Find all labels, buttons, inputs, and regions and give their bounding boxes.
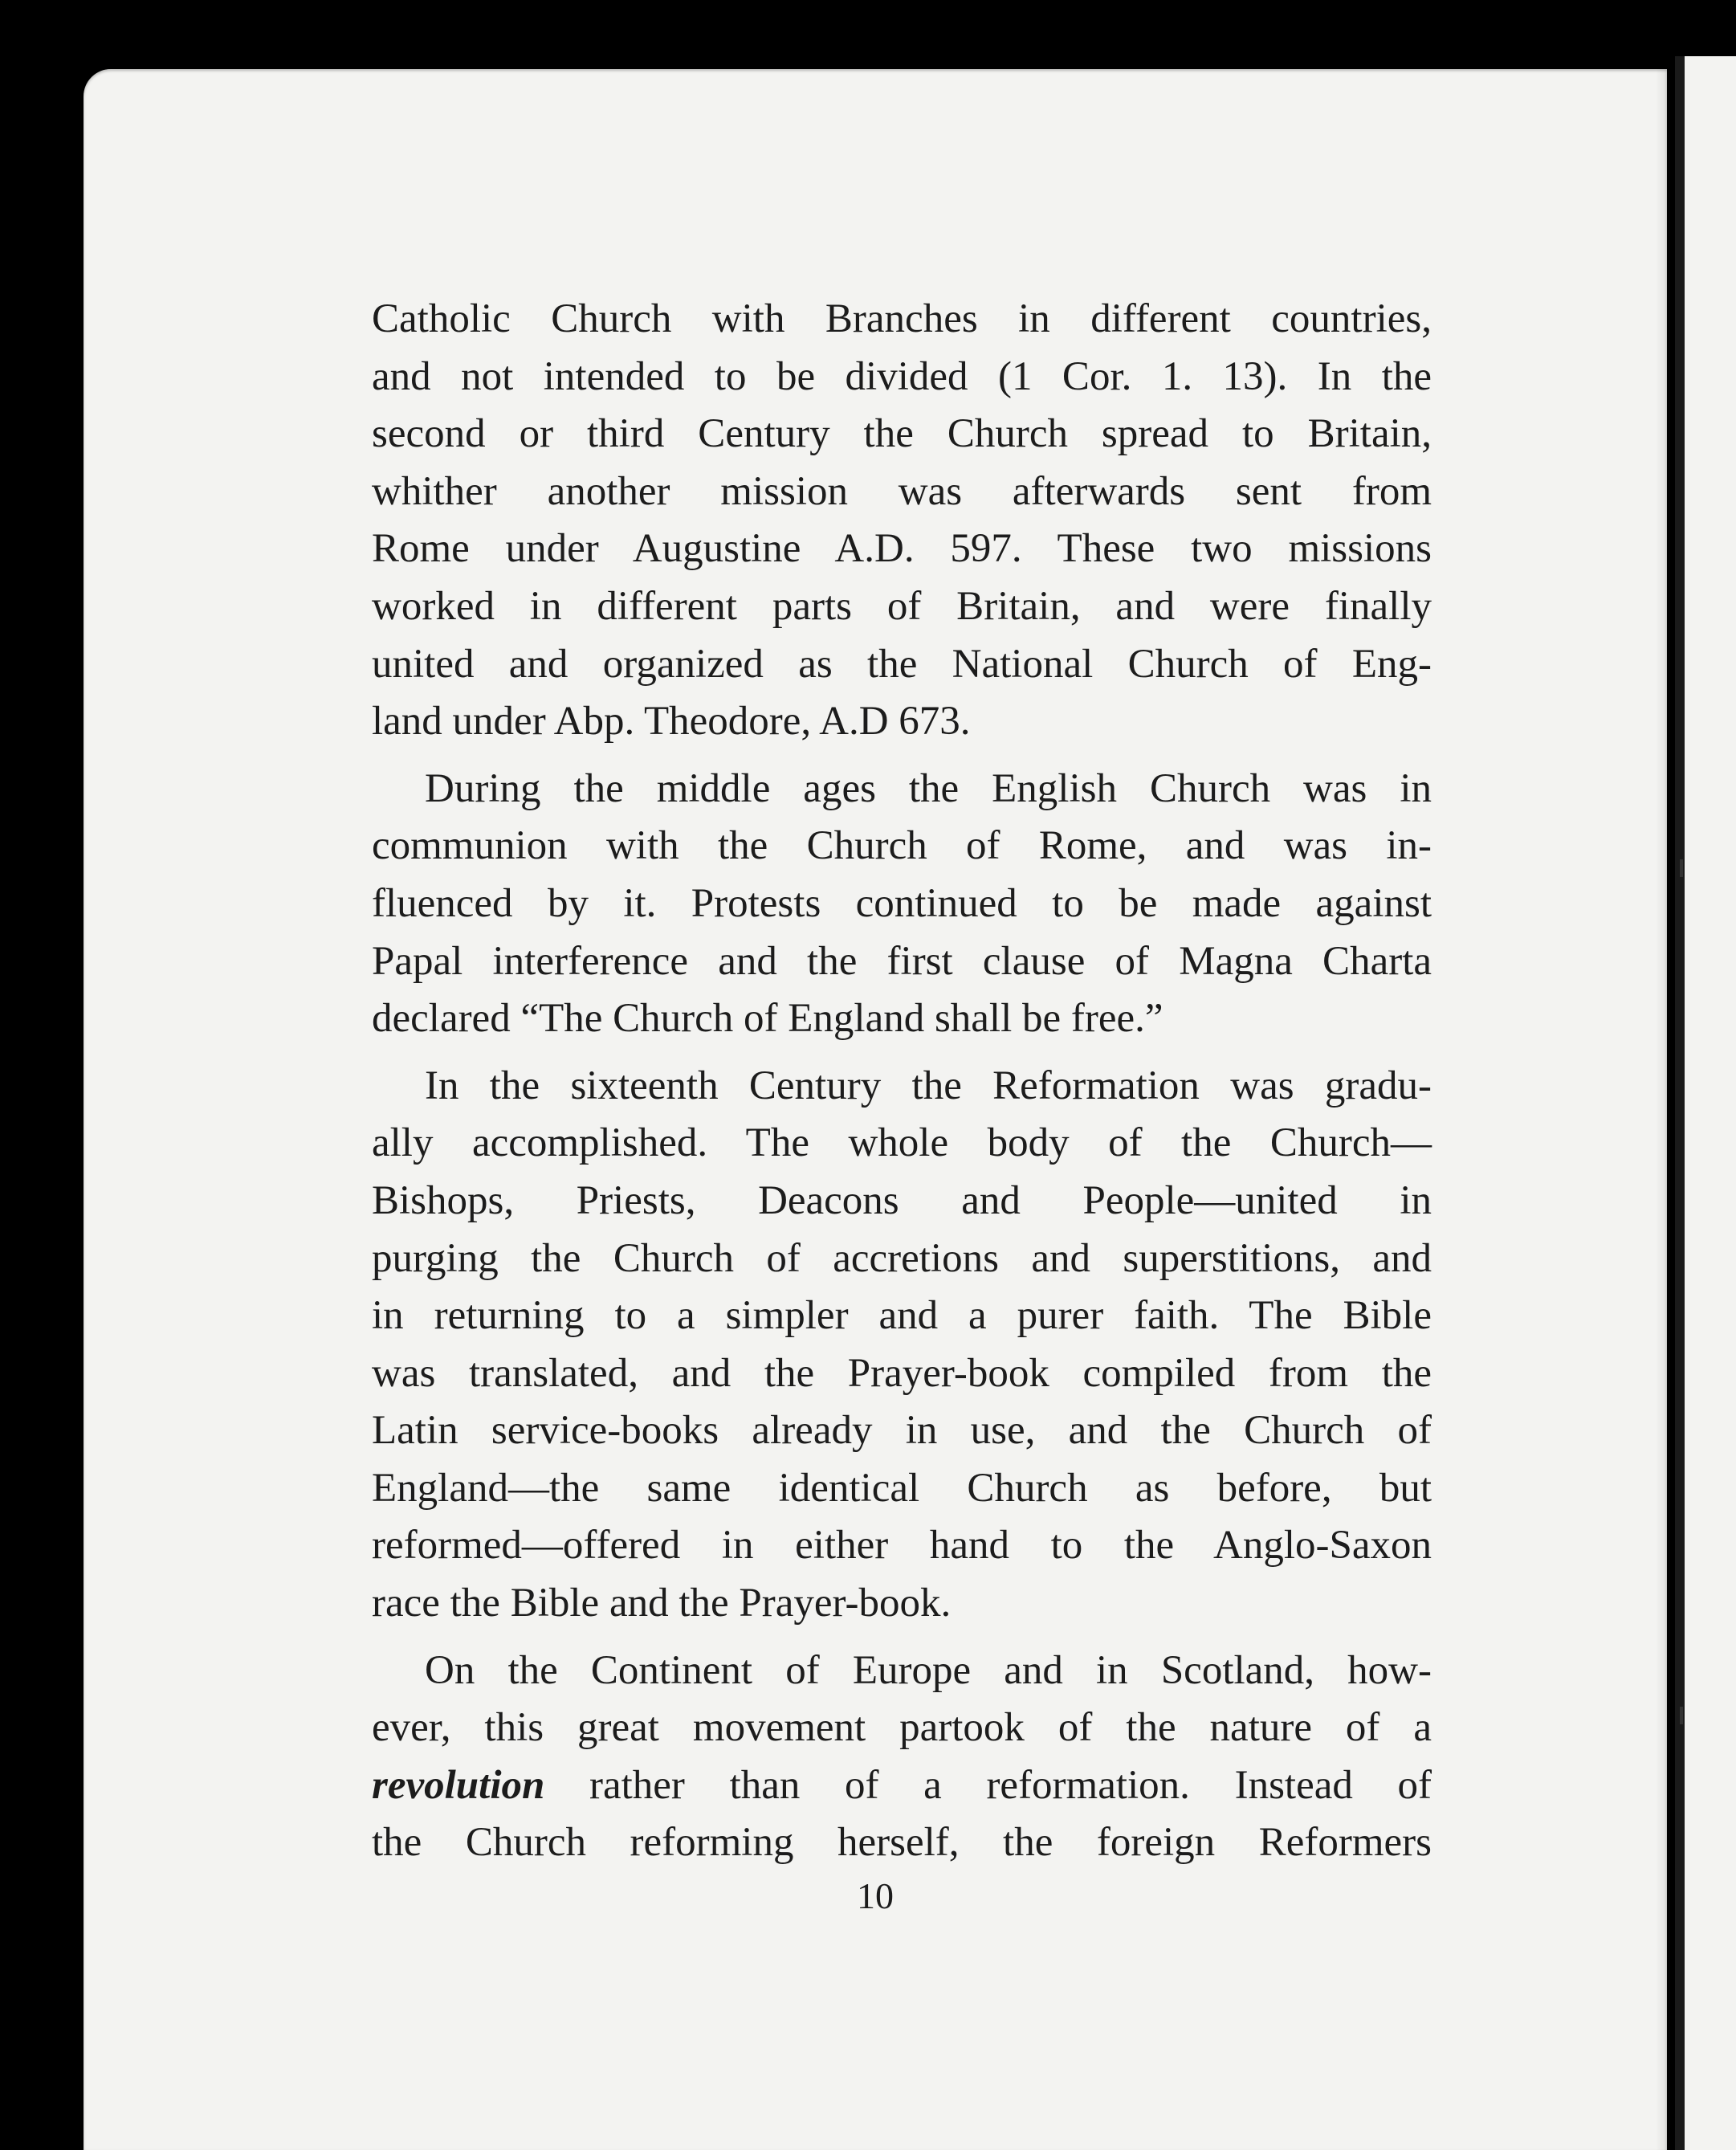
text-line: and not intended to be divided (1 Cor. 1. 13). In the bbox=[372, 353, 1432, 399]
text-line: declared “The Church of England shall be free.” bbox=[372, 996, 1163, 1042]
text-line: Catholic Church with Branches in different countries, bbox=[372, 296, 1432, 341]
text-line: On the Continent of Europe and in Scotland, how- bbox=[425, 1647, 1432, 1693]
page-number: 10 bbox=[857, 1875, 894, 1916]
italic-word: revolution bbox=[372, 1762, 545, 1808]
text-line bbox=[372, 1757, 1432, 1815]
text-line: ever, this great movement partook of the nature of a bbox=[372, 1705, 1432, 1751]
text-line: second or third Century the Church spread to Britain, bbox=[372, 411, 1432, 457]
facing-page-edge bbox=[1685, 56, 1736, 2150]
text-line: the Church reforming herself, the foreign Reformers bbox=[372, 1820, 1432, 1866]
text-line: race the Bible and the Prayer-book. bbox=[372, 1581, 952, 1626]
text-line: in returning to a simpler and a purer faith. The Bible bbox=[372, 1293, 1432, 1339]
book-gutter bbox=[1675, 56, 1685, 2150]
text-line: worked in different parts of Britain, and were finally bbox=[372, 583, 1432, 629]
text-line: England—the same identical Church as before, but bbox=[372, 1465, 1432, 1511]
text-line: communion with the Church of Rome, and was in- bbox=[372, 823, 1432, 869]
text-line: Latin service-books already in use, and the Church of bbox=[372, 1408, 1432, 1454]
gutter-mark bbox=[1680, 859, 1683, 877]
text-line: whither another mission was afterwards sent from bbox=[372, 468, 1432, 514]
gutter-mark bbox=[1680, 1707, 1683, 1724]
text-line: During the middle ages the English Church was in bbox=[425, 765, 1432, 811]
text-line: In the sixteenth Century the Reformation was gradu- bbox=[425, 1063, 1432, 1108]
text-line: was translated, and the Prayer-book compiled from the bbox=[372, 1350, 1432, 1396]
page-body-text bbox=[372, 291, 1432, 1872]
text-line: Bishops, Priests, Deacons and People—united in bbox=[372, 1177, 1432, 1223]
text-line: land under Abp. Theodore, A.D 673. bbox=[372, 699, 971, 745]
text-line: united and organized as the National Church of Eng- bbox=[372, 641, 1432, 687]
page-shadow bbox=[1656, 69, 1667, 2150]
text-line: purging the Church of accretions and superstitions, and bbox=[372, 1235, 1432, 1281]
text-line: Rome under Augustine A.D. 597. These two missions bbox=[372, 526, 1432, 572]
text-fragment: rather than of a reformation. Instead of bbox=[544, 1762, 1432, 1808]
text-line: reformed—offered in either hand to the Anglo-Saxon bbox=[372, 1523, 1432, 1569]
text-line: ally accomplished. The whole body of the Church— bbox=[372, 1120, 1432, 1166]
text-line: Papal interference and the first clause of Magna Charta bbox=[372, 938, 1432, 984]
text-line: fluenced by it. Protests continued to be made against bbox=[372, 880, 1432, 926]
